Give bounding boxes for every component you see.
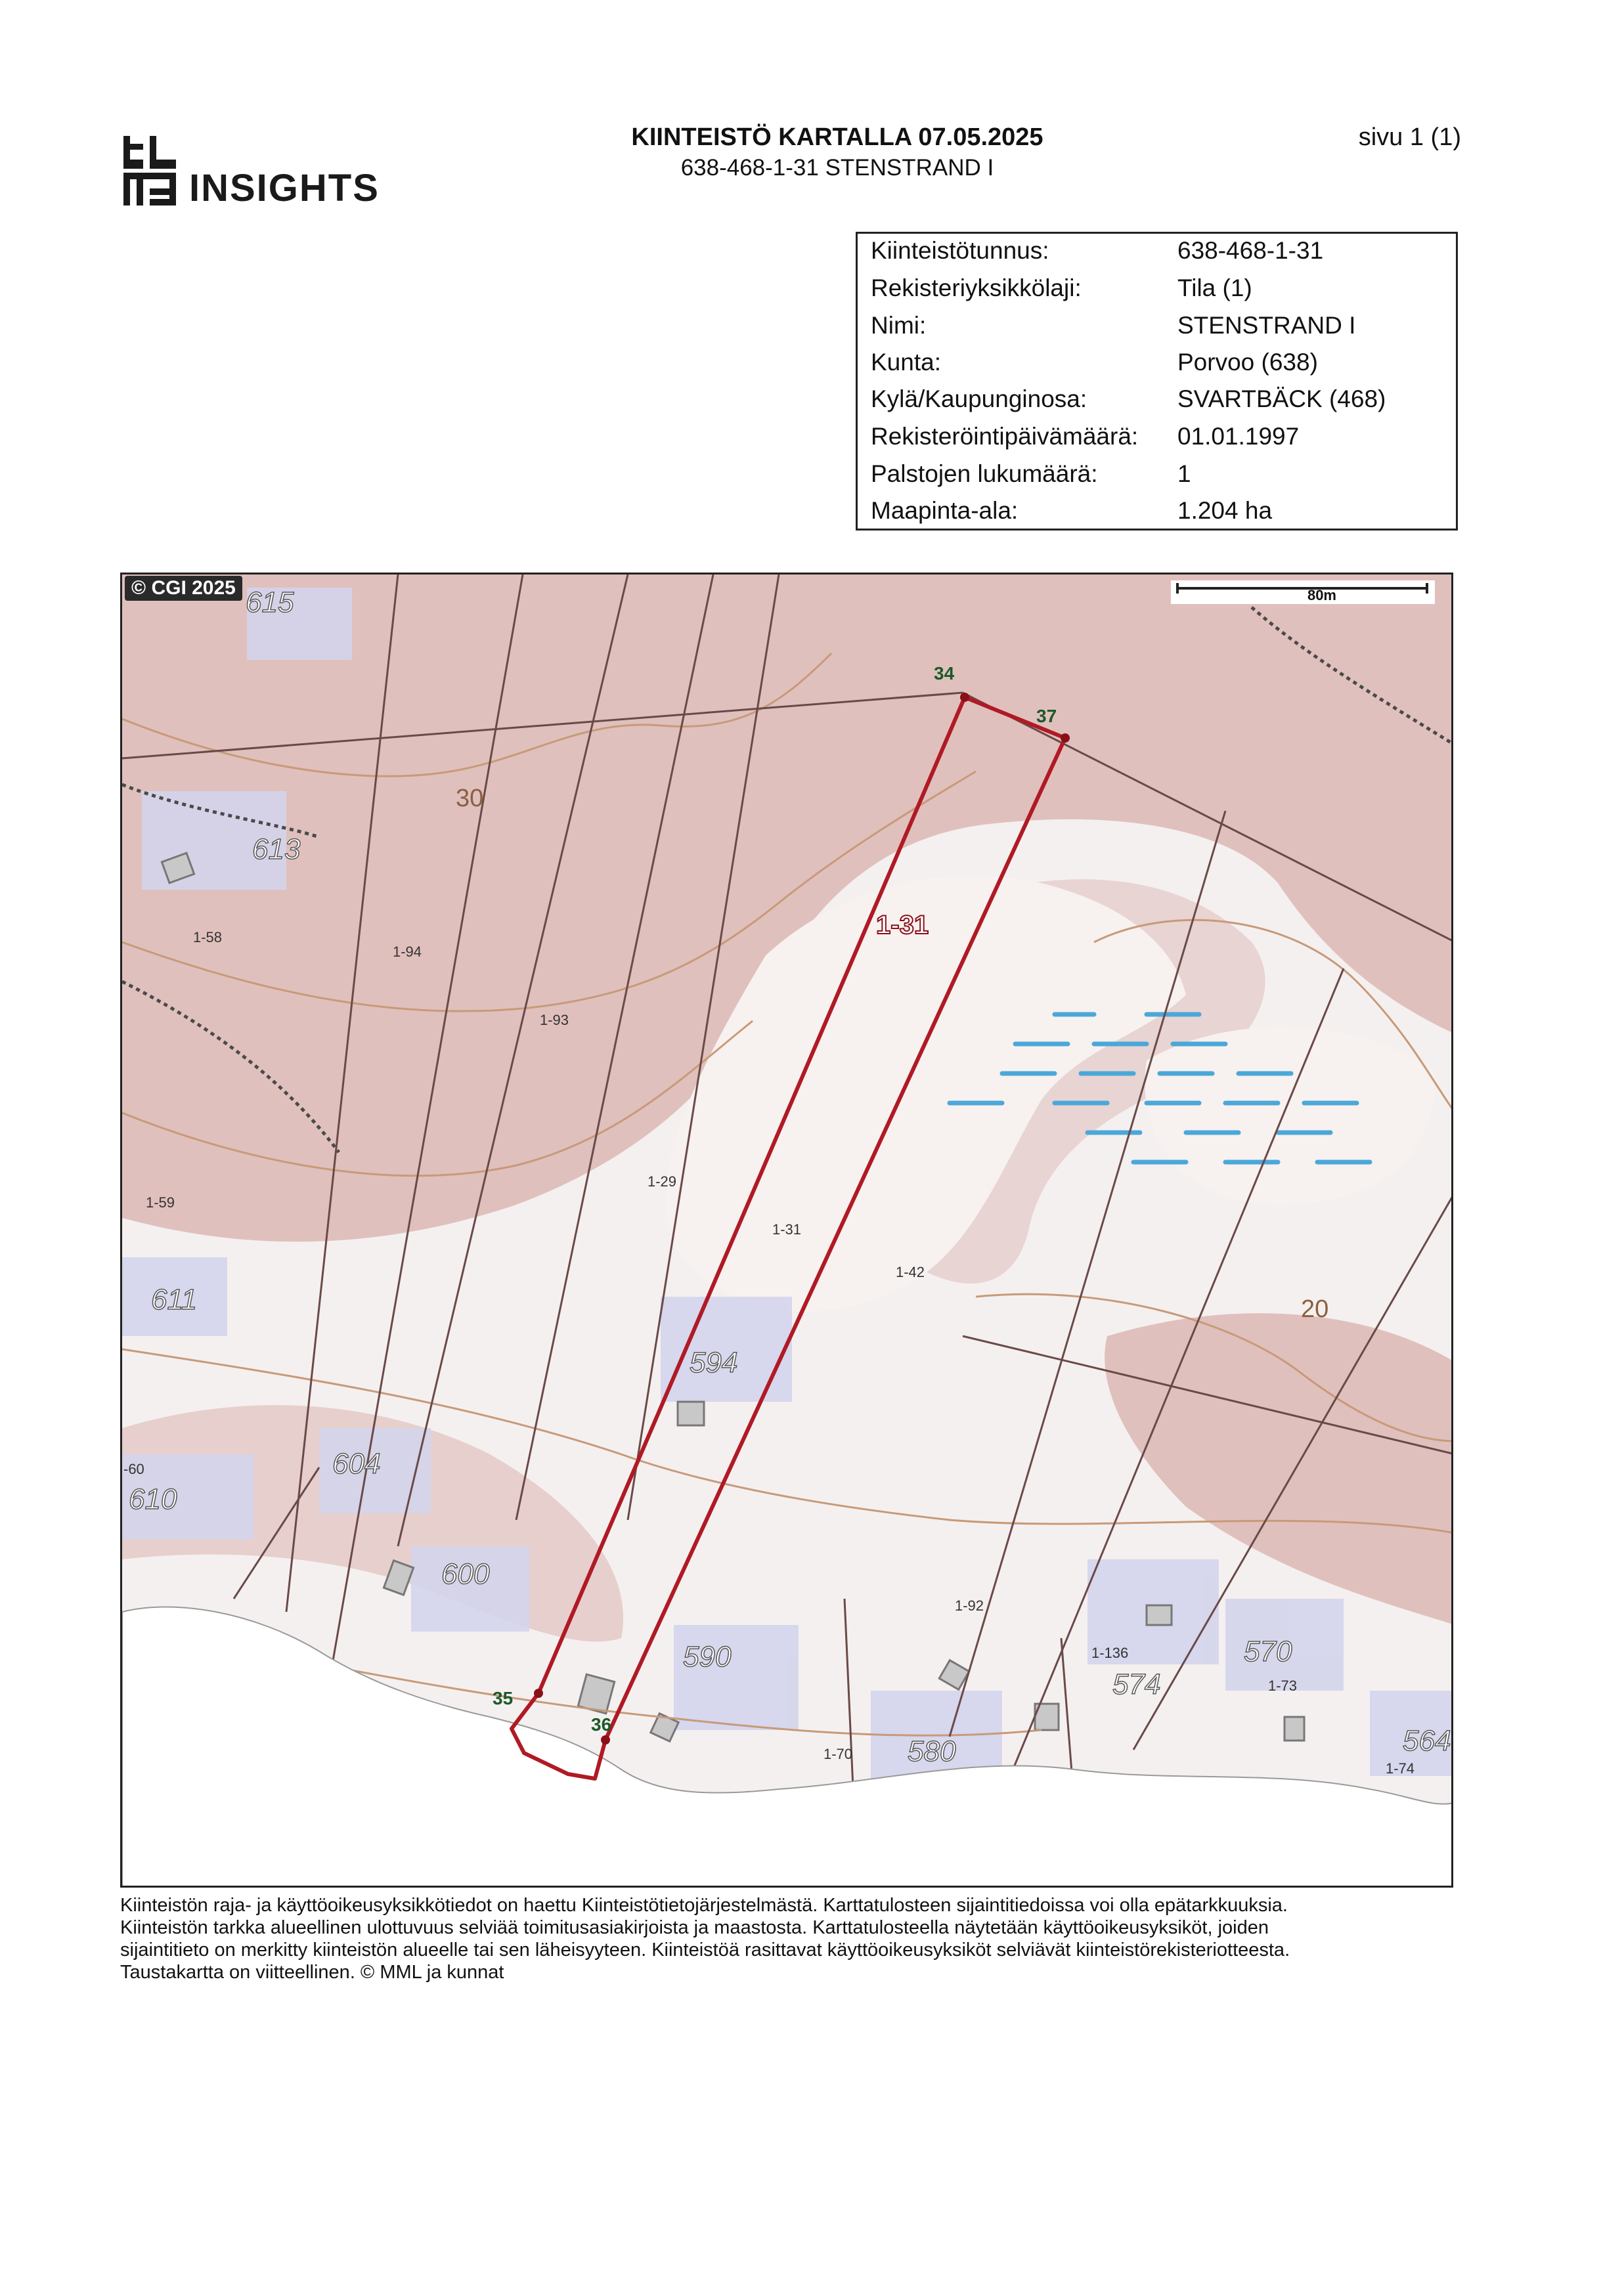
parcel-label: 1-73 [1268, 1678, 1298, 1694]
parcel-label: 1-29 [647, 1173, 677, 1190]
logo-text: INSIGHTS [189, 167, 380, 209]
info-key: Nimi: [871, 312, 927, 339]
copyright-label: © CGI 2025 [125, 576, 242, 601]
parcel-label: 1-42 [896, 1264, 925, 1280]
property-map[interactable] [120, 573, 1453, 1888]
parcel-label: 1-31 [772, 1221, 802, 1238]
boundary-point-label: 35 [493, 1688, 514, 1708]
info-value: 638-468-1-31 [1177, 237, 1324, 264]
address-number: 600 [441, 1558, 490, 1590]
contour-label: 30 [456, 785, 484, 812]
info-value: 1.204 ha [1177, 497, 1273, 524]
page-subtitle: 638-468-1-31 STENSTRAND I [680, 155, 994, 181]
info-value: 01.01.1997 [1177, 423, 1300, 450]
address-number: 604 [332, 1448, 381, 1480]
address-number: 594 [690, 1347, 738, 1379]
scale-bar [1171, 580, 1435, 604]
boundary-point-label: 36 [591, 1714, 612, 1735]
page-title: KIINTEISTÖ KARTALLA 07.05.2025 [631, 123, 1043, 151]
property-info-table [856, 232, 1458, 531]
scale-bar-icon [1171, 580, 1435, 604]
info-value: Tila (1) [1177, 274, 1252, 301]
scale-label: 80m [1307, 587, 1336, 603]
info-value: Porvoo (638) [1177, 349, 1318, 376]
info-key: Rekisteriyksikkölaji: [871, 274, 1082, 301]
main-parcel-label: 1-31 [876, 911, 929, 940]
info-key: Kunta: [871, 349, 941, 376]
parcel-label: 1-74 [1386, 1760, 1415, 1777]
address-number: 564 [1403, 1725, 1451, 1757]
info-value: STENSTRAND I [1177, 312, 1356, 339]
parcel-label: 1-136 [1091, 1645, 1129, 1661]
contour-label: 20 [1301, 1295, 1329, 1323]
address-number: 615 [246, 586, 294, 618]
info-key: Kiinteistötunnus: [871, 237, 1049, 264]
parcel-label: 1-58 [193, 929, 223, 945]
parcel-label: 1-93 [540, 1012, 569, 1028]
address-number: 613 [252, 833, 301, 865]
info-key: Maapinta-ala: [871, 497, 1019, 524]
address-number: 590 [683, 1641, 732, 1673]
info-value: SVARTBÄCK (468) [1177, 385, 1386, 412]
address-number: 580 [908, 1735, 956, 1767]
info-key: Palstojen lukumäärä: [871, 460, 1098, 487]
alma-logo-icon [122, 135, 188, 207]
address-number: 574 [1112, 1668, 1161, 1700]
boundary-point-label: 37 [1036, 706, 1057, 726]
page-number: sivu 1 (1) [1358, 123, 1461, 151]
disclaimer-line: sijaintitieto on merkitty kiinteistön alueelle tai sen läheisyyteen. Kiinteistöä rasittavat käyttöoikeusyksiköt selviävät kiinteistörekisteriotteesta. [120, 1939, 1290, 1960]
address-number: 570 [1244, 1635, 1292, 1668]
alma-insights-logo [122, 135, 398, 207]
boundary-point-label: 34 [934, 663, 955, 683]
address-number: 610 [129, 1483, 177, 1515]
parcel-label: 1-70 [823, 1746, 853, 1762]
info-value: 1 [1177, 460, 1191, 487]
address-number: 611 [151, 1284, 198, 1316]
parcel-label: 1-94 [393, 943, 422, 960]
disclaimer-line: Kiinteistön raja- ja käyttöoikeusyksikkötiedot on haettu Kiinteistötietojärjestelmästä. Karttatulosteen sijaintitiedoissa voi olla epätarkkuuksia. [120, 1895, 1288, 1916]
info-key: Kylä/Kaupunginosa: [871, 385, 1087, 412]
disclaimer-line: Kiinteistön tarkka alueellinen ulottuvuus selviää toimitusasiakirjoista ja maastosta. Karttatulosteella näytetään käyttöoikeusyksiköt, joiden [120, 1917, 1269, 1938]
parcel-label: -60 [123, 1461, 144, 1477]
info-key: Rekisteröintipäivämäärä: [871, 423, 1139, 450]
disclaimer [120, 1894, 1453, 1983]
parcel-label: 1-59 [146, 1194, 175, 1211]
parcel-label: 1-92 [955, 1597, 984, 1614]
disclaimer-line: Taustakartta on viitteellinen. © MML ja kunnat [120, 1962, 504, 1983]
